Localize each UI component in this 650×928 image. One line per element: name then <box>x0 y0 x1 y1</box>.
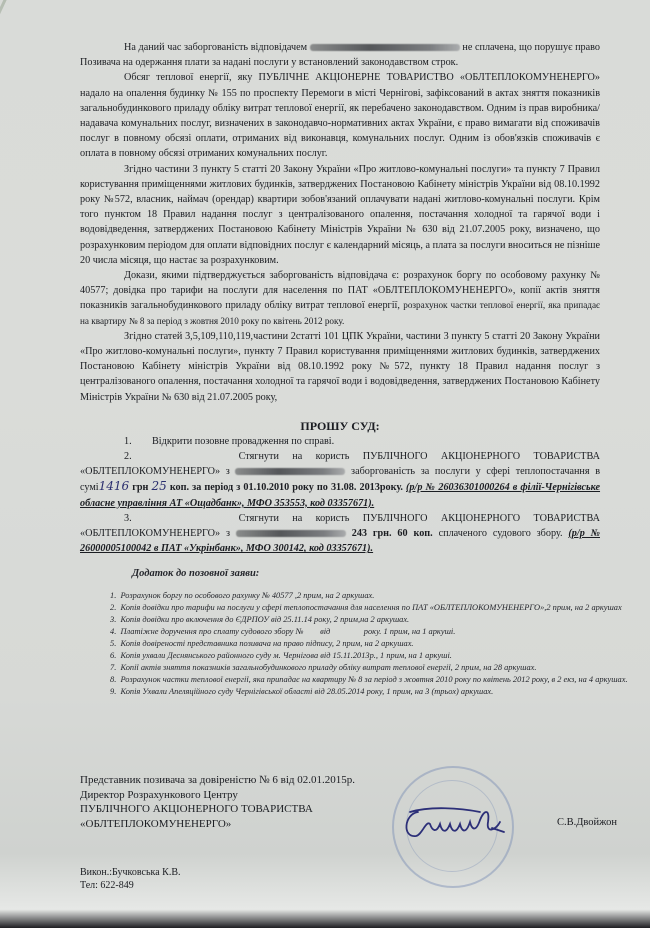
annex-item: 2. Копія довідки про тарифи на послуги у сфері теплопостачання для населення по ПАТ «ОБЛТЕПЛОКОМУНЕНЕРГО»,2 прим, на 2 аркушах <box>110 603 622 612</box>
annex-item: 7. Копії актів зняття показників загальнобудинкового приладу обліку витрат теплової енергії, 2 прим, на 28 аркушах. <box>110 663 537 672</box>
paragraph-legal-basis: Згідно частини 3 пункту 5 статті 20 Закону України «Про житлово-комунальні послуги» та пункту 7 Правил користування приміщеннями житлових будинків, затверджених Постановою Кабінету міністрів України від 08.10.1992 року №572, власник, наймач (орендар) квартири зобов'язаний оплачувати надані житлово-комунальні послуги. Крім того пунктом 18 Правил надання послуг з централізованого опалення, постачання холодної та гарячої води і водовідведення, затверджених Постановою Кабінету Міністрів України № 630 від 21.07.2005 року, визначено, що розрахунковим періодом для оплати відповідних послуг є календарний місяць, а плата за послуги вноситься не пізніше 20 числа місяця, що настає за розрахунковим. <box>80 163 600 266</box>
annex-item: 8. Розрахунок частки теплової енергії, яка припадає на квартиру № 8 за період з жовтня 2010 року по квітень 2012 року, в 2 екз, на 4 аркушах. <box>110 675 628 684</box>
paragraph-text: не сплачена, що порушує право Позивача на одержання плати за надані послуги у встановлений законодавством строк. <box>80 42 601 69</box>
redacted-defendant-name <box>236 530 346 537</box>
annex-list <box>110 568 640 698</box>
representative-line: Представник позивача за довіреністю № 6 від 02.01.2015р. <box>80 774 355 786</box>
executor-info <box>80 866 181 892</box>
paper-fold-crease <box>0 0 11 109</box>
annex-title: Додаток до позовної заяви: <box>132 568 260 579</box>
annex-item: 3. Копія довідки про включення до ЄДРПОУ від 25.11.14 року, 2 прим,на 2 аркушах. <box>110 615 410 624</box>
signer-name: С.В.Двойжон <box>557 817 618 828</box>
handwritten-amount-kop: 25 <box>151 479 167 494</box>
request-text: грн <box>132 482 149 494</box>
request-text: 3. Стягнути на користь ПУБЛІЧНОГО АКЦІОНЕРНОГО ТОВАРИСТВА «ОБЛТЕПЛОКОМУНЕНЕРГО» з <box>80 512 600 540</box>
director-title: Директор Розрахункового Центру <box>80 788 238 801</box>
paragraph-text: Докази, якими підтверджується заборгованість відповідача є: розрахунок боргу по особовому рахунку № 40577; довідка про тарифи на послуги для населення по ПАТ «ОБЛТЕПЛОКОМУНЕНЕРГО», копії актів зняття показників загальнобудинкового приладу обліку витрат теплової енергії, <box>80 270 600 312</box>
request-text: сплаченого судового збору. <box>438 528 563 540</box>
annex-item: 1. Розрахунок боргу по особового рахунку № 40577 ,2 прим, на 2 аркушах. <box>110 591 375 600</box>
executor-name: Викон.:Бучковська К.В. <box>80 867 181 878</box>
executor-phone: Тел: 622-849 <box>80 880 134 891</box>
annex-item: 4. Платіжне доручення про сплату судового збору № від року. 1 прим, на 1 аркуші. <box>110 627 456 636</box>
paragraph-debt-unpaid <box>80 40 600 70</box>
handwritten-signature <box>400 800 520 845</box>
paragraph-text: На даний час заборгованість відповідачем <box>124 42 308 53</box>
signature-block <box>80 773 355 831</box>
annex-item: 5. Копія довіреності представника позивача на право підпису, 2 прим, на 2 аркушах. <box>110 639 414 648</box>
company-name-line: ПУБЛІЧНОГО АКЦІОНЕРНОГО ТОВАРИСТВА <box>80 803 313 815</box>
handwritten-amount-uah: 1416 <box>98 479 130 494</box>
annex-item: 9. Копія Ухвали Апеляційного суду Чернігівської області від 28.05.2014 року, 1 прим, на 3 (трьох) аркушах. <box>110 687 494 696</box>
request-item-1: 1. Відкрити позовне провадження по справі. <box>124 435 335 447</box>
request-text: заборгованість за послуги у сфері теплопостачання в сумі <box>80 466 601 494</box>
company-name-line: «ОБЛТЕПЛОКОМУНЕНЕРГО» <box>80 817 232 830</box>
paragraph-articles: Згідно статей 3,5,109,110,119,частини 2статті 101 ЦПК України, частини 3 пункту 5 статті 20 Закону України «Про житлово-комунальні послуги», пункту 7 Правил користування приміщеннями житлових будинків, затверджених Постановою Кабінету міністрів України від 08.10.1992 року №572, пункту 18 Правил надання послуг з централізованого опалення, постачання холодної та гарячої води і водовідведення, затверджених Постановою Кабінету Міністрів України № 630 від 21.07.2005 року, <box>80 330 600 403</box>
court-fee-amount: 243 грн. 60 коп. <box>351 528 433 540</box>
request-heading: ПРОШУ СУД: <box>300 418 380 433</box>
annex-item: 6. Копія ухвали Деснянського районного суду м. Чернігова від 15.11.2013р., 1 прим, на 1 аркуші. <box>110 651 452 660</box>
redacted-defendant-name <box>235 468 345 475</box>
document-body <box>80 40 600 557</box>
request-item-3 <box>80 511 600 557</box>
paragraph-heat-volume: Обсяг теплової енергії, яку ПУБЛІЧНЕ АКЦІОНЕРНЕ ТОВАРИСТВО «ОБЛТЕПЛОКОМУНЕНЕРГО» надало на опалення будинку № 155 по проспекту Перемоги в місті Чернігові, зафіксований в актах зняття показників загальнобудинкового приладу обліку витрат теплової енергії, як перебачено законодавством. Одним із прав виробника/надавача комунальних послуг, визначених в законодавчо-нормативних актах України, є право вимагати від споживачів послуг в повному обсязі оплати, отриманих від виконавця, комунальних послуг. Одним із обов'язків споживачів є оплата в повному обсязі отриманих комунальних послуг. <box>80 72 600 160</box>
bank-details: (р/р № 26036301000264 в філії-Чернігівське обласне управління АТ «Ощадбанк», МФО 353553, код 03357671). <box>80 482 601 509</box>
request-period: коп. за період з 01.10.2010 року по 31.08. 2013року. <box>169 482 403 494</box>
paragraph-evidence <box>80 268 600 329</box>
bank-details: (р/р № 26000005100042 в ПАТ «Укрінбанк», МФО 300142, код 03357671). <box>80 528 600 555</box>
paragraph-text-small: розрахунок частки теплової енергії, яка припадає на квартиру № 8 за період з жовтня 2010 року по квітень 2012 року. <box>80 300 600 326</box>
redacted-defendant-name <box>310 44 460 51</box>
request-text: 2. Стягнути на користь ПУБЛІЧНОГО АКЦІОНЕРНОГО ТОВАРИСТВА «ОБЛТЕПЛОКОМУНЕНЕРГО» з <box>80 451 600 478</box>
request-item-2 <box>80 449 600 511</box>
